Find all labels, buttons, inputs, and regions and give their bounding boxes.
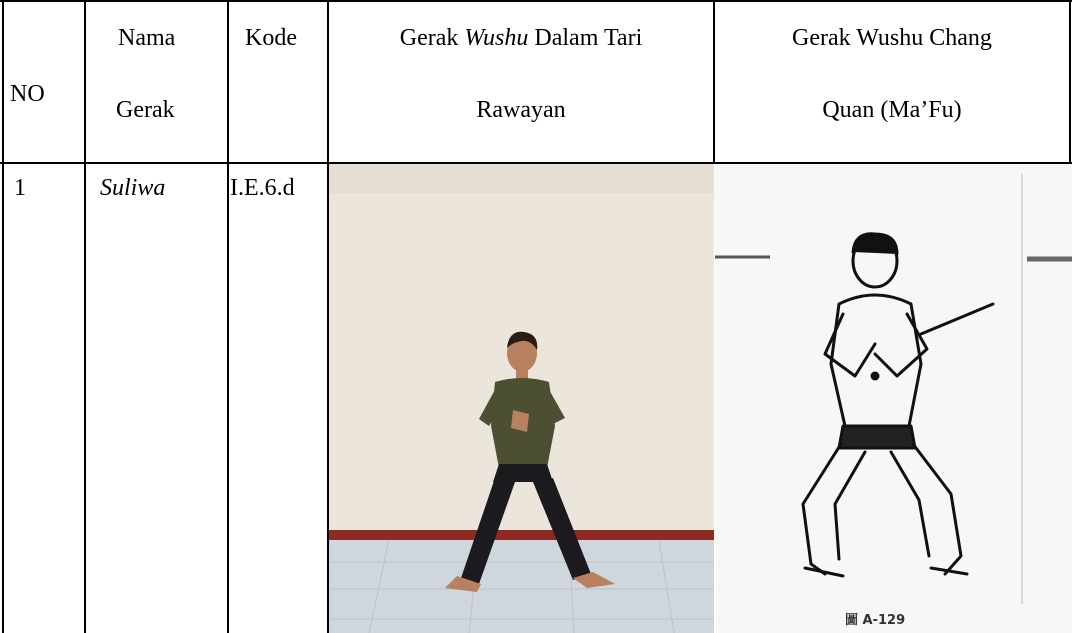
header-nama-line2: Gerak bbox=[116, 97, 175, 123]
header-nama-line1: Nama bbox=[118, 25, 176, 51]
header-no: NO bbox=[10, 81, 45, 107]
header-kode: Kode bbox=[245, 25, 297, 51]
column-divider-no bbox=[84, 0, 86, 633]
table-border-left bbox=[2, 0, 4, 633]
column-divider-rawayan bbox=[713, 0, 715, 164]
drawing-caption: 圖 A-129 bbox=[845, 613, 906, 628]
rawayan-dance-photo bbox=[329, 164, 714, 633]
table-border-top bbox=[0, 0, 1072, 2]
column-divider-nama bbox=[227, 0, 229, 633]
changquan-drawing bbox=[715, 164, 1072, 633]
mafu-stance-illustration bbox=[715, 164, 1072, 633]
dancer-figure bbox=[329, 164, 714, 633]
header-rawayan-line1: Gerak Wushu Dalam Tari bbox=[399, 25, 643, 51]
row-1-no: 1 bbox=[14, 175, 26, 201]
header-changquan-line2: Quan (Ma’Fu) bbox=[822, 97, 962, 123]
row-1-kode: I.E.6.d bbox=[230, 175, 295, 201]
header-rawayan-italic: Wushu bbox=[464, 25, 529, 51]
header-rawayan-line2: Rawayan bbox=[476, 97, 566, 123]
header-changquan-line1: Gerak Wushu Chang bbox=[792, 25, 992, 51]
table-border-right bbox=[1069, 0, 1071, 164]
row-1-nama: Suliwa bbox=[100, 175, 166, 201]
